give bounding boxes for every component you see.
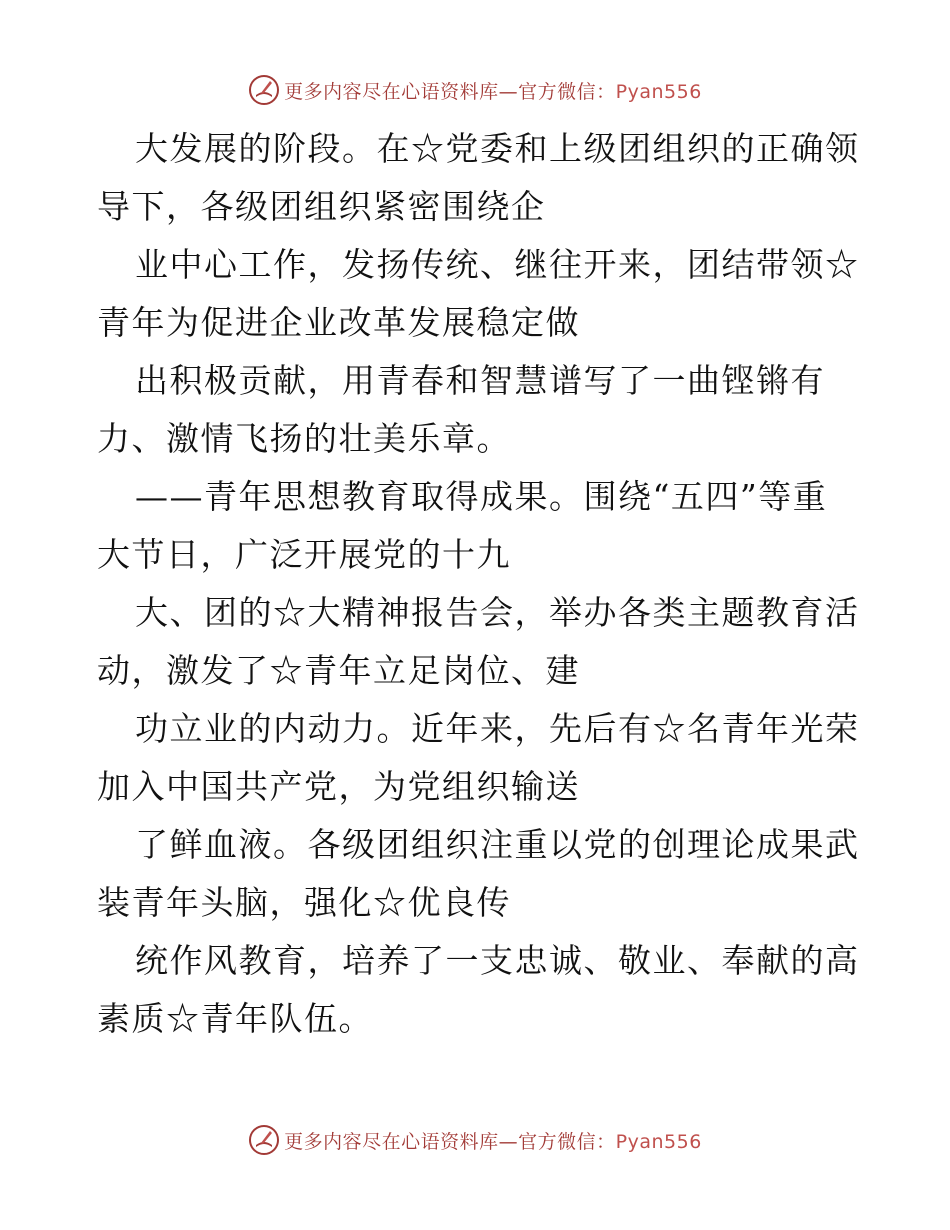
body-line: 出积极贡献，用青春和智慧谱写了一曲铿锵有 <box>135 361 825 400</box>
body-line: 加入中国共产党，为党组织输送 <box>97 767 580 806</box>
body-line: 统作风教育，培养了一支忠诚、敬业、奉献的高 <box>135 941 860 980</box>
body-line: 力、激情飞扬的壮美乐章。 <box>97 419 511 458</box>
body-line: 大发展的阶段。在☆党委和上级团组织的正确领 <box>135 129 860 168</box>
body-line: 素质☆青年队伍。 <box>97 999 373 1038</box>
header-wechat-id: Pyan556 <box>615 80 702 103</box>
book-quill-icon <box>248 1124 280 1156</box>
body-line: 导下，各级团组织紧密围绕企 <box>97 187 546 226</box>
document-body <box>97 120 860 1048</box>
body-line: 业中心工作，发扬传统、继往开来，团结带领☆ <box>135 245 860 284</box>
header-banner-text: 更多内容尽在心语资料库—官方微信：Pyan556 <box>284 80 702 103</box>
body-line: ——青年思想教育取得成果。围绕“五四”等重 <box>135 477 828 516</box>
body-line: 装青年头脑，强化☆优良传 <box>97 883 511 922</box>
footer-banner <box>0 1122 950 1158</box>
header-banner <box>0 72 950 108</box>
body-line: 大、团的☆大精神报告会，举办各类主题教育活 <box>135 593 860 632</box>
body-line: 大节日，广泛开展党的十九 <box>97 535 511 574</box>
footer-banner-text: 更多内容尽在心语资料库—官方微信：Pyan556 <box>284 1130 702 1153</box>
body-line: 功立业的内动力。近年来，先后有☆名青年光荣 <box>135 709 860 748</box>
body-line: 青年为促进企业改革发展稳定做 <box>97 303 580 342</box>
footer-wechat-id: Pyan556 <box>615 1130 702 1153</box>
body-line: 了鲜血液。各级团组织注重以党的创理论成果武 <box>135 825 860 864</box>
body-line: 动，激发了☆青年立足岗位、建 <box>97 651 580 690</box>
book-quill-icon <box>248 74 280 106</box>
